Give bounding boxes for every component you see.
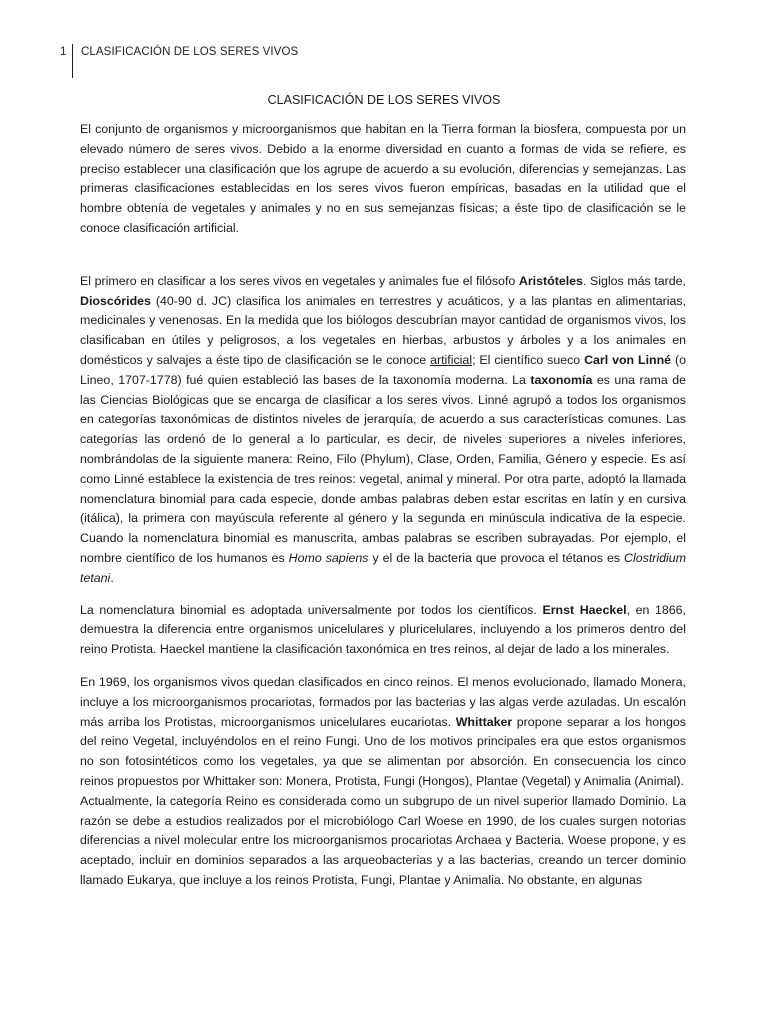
name-aristoteles: Aristóteles <box>518 273 583 288</box>
page-header <box>60 44 298 78</box>
name-dioscorides: Dioscórides <box>80 293 151 308</box>
running-title: CLASIFICACIÓN DE LOS SERES VIVOS <box>81 46 299 58</box>
name-haeckel: Ernst Haeckel <box>542 602 627 617</box>
paragraph-history: El primero en clasificar a los seres vivos en vegetales y animales fue el filósofo Aristóteles. Siglos más tarde, Dioscórides (40-90 d. JC) clasifica los animales en terrestres y acuáticos, y a las plantas en alimentarias, medicinales y venenosas. En la medida que los biólogos descubrían mayor cantidad de organismos vivos, los clasificaban en útiles y peligrosos, a los vegetales en hierbas, arbustos y árboles y a los animales en domésticos y salvajes a éste tipo de clasificación se le conoce artificial; El científico sueco Carl von Linné (o Lineo, 1707-1778) fué quien estableció las bases de la taxonomía moderna. La taxonomía es una rama de las Ciencias Biológicas que se encarga de clasificar a los seres vivos. Linné agrupó a todos los organismos en categorías taxonómicas de distintos niveles de jerarquía, de acuerdo a sus características comunes. Las categorías las ordenó de lo general a lo particular, es decir, de niveles superiores a niveles inferiores, nombrándolas de la siguiente manera: Reino, Filo (Phylum), Clase, Orden, Familia, Género y especie. Es así como Linné establece la existencia de tres reinos: vegetal, animal y mineral. Por otra parte, adoptó la llamada nomenclatura binomial para cada especie, donde ambas palabras deben estar escritas en latín y en cursiva (itálica), la primera con mayúscula referente al género y la segunda en minúscula indicativa de la especie. Cuando la nomenclatura binomial es manuscrita, ambas palabras se escriben subrayadas. Por ejemplo, el nombre científico de los humanos es Homo sapiens y el de la bacteria que provoca el tétanos es Clostridium tetani. <box>80 273 687 585</box>
paragraph-haeckel: La nomenclatura binomial es adoptada universalmente por todos los científicos. Ernst Haeckel, en 1866, demuestra la diferencia entre organismos unicelulares y pluricelulares, incluyendo a los primeros dentro del reino Protista. Haeckel mantiene la clasificación taxonómica en tres reinos, al dejar de lado a los minerales. <box>80 602 687 657</box>
paragraph-five-kingdoms: En 1969, los organismos vivos quedan clasificados en cinco reinos. El menos evolucionado, llamado Monera, incluye a los microorganismos procariotas, formados por las bacterias y las algas verde azuladas. Un escalón más arriba los Protistas, microorganismos unicelulares eucariotas. Whittaker propone separar a los hongos del reino Vegetal, incluyéndolos en el reino Fungi. Uno de los motivos principales era que estos organismos no son fotosintéticos como los vegetales, ya que se alimentan por absorción. En consecuencia los cinco reinos propuestos por Whittaker son: Monera, Protista, Fungi (Hongos), Plantae (Vegetal) y Animalia (Animal). <box>80 674 686 788</box>
paragraph-domains: Actualmente, la categoría Reino es considerada como un subgrupo de un nivel superior llamado Dominio. La razón se debe a estudios realizados por el microbiólogo Carl Woese en 1990, de los cuales surgen notorias diferencias a nivel molecular entre los microorganismos procariotas Archaea y Bacteria. Woese propone, y es aceptado, incluir en dominios separados a las arqueobacterias y a las bacterias, creando un tercer dominio llamado Eukarya, que incluye a los reinos Protista, Fungi, Plantae y Animalia. No obstante, en algunas <box>80 793 686 887</box>
term-taxonomia: taxonomía <box>530 372 593 387</box>
page-number: 1 <box>60 46 67 58</box>
name-linne: Carl von Linné <box>584 352 672 367</box>
name-whittaker: Whittaker <box>455 714 513 729</box>
term-artificial: artificial <box>430 352 473 367</box>
header-divider <box>72 44 73 78</box>
paragraph-intro: El conjunto de organismos y microorganismos que habitan en la Tierra forman la biosfera, compuesta por un elevado número de seres vivos. Debido a la enorme diversidad en cuanto a formas de vida se refiere, es preciso establecer una clasificación que los agrupe de acuerdo a su evolución, diferencias y semejanzas. Las primeras clasificaciones establecidas en los seres vivos fueron empíricas, basadas en la utilidad que el hombre obtenía de vegetales y animales y no en sus semejanzas físicas; a éste tipo de clasificación se le conoce clasificación artificial. <box>80 122 686 235</box>
document-title: CLASIFICACIÓN DE LOS SERES VIVOS <box>267 93 501 107</box>
document-body <box>80 120 686 891</box>
species-homo-sapiens: Homo sapiens <box>288 550 369 565</box>
species-clostridium-tetani: Clostridium tetani <box>80 550 687 585</box>
